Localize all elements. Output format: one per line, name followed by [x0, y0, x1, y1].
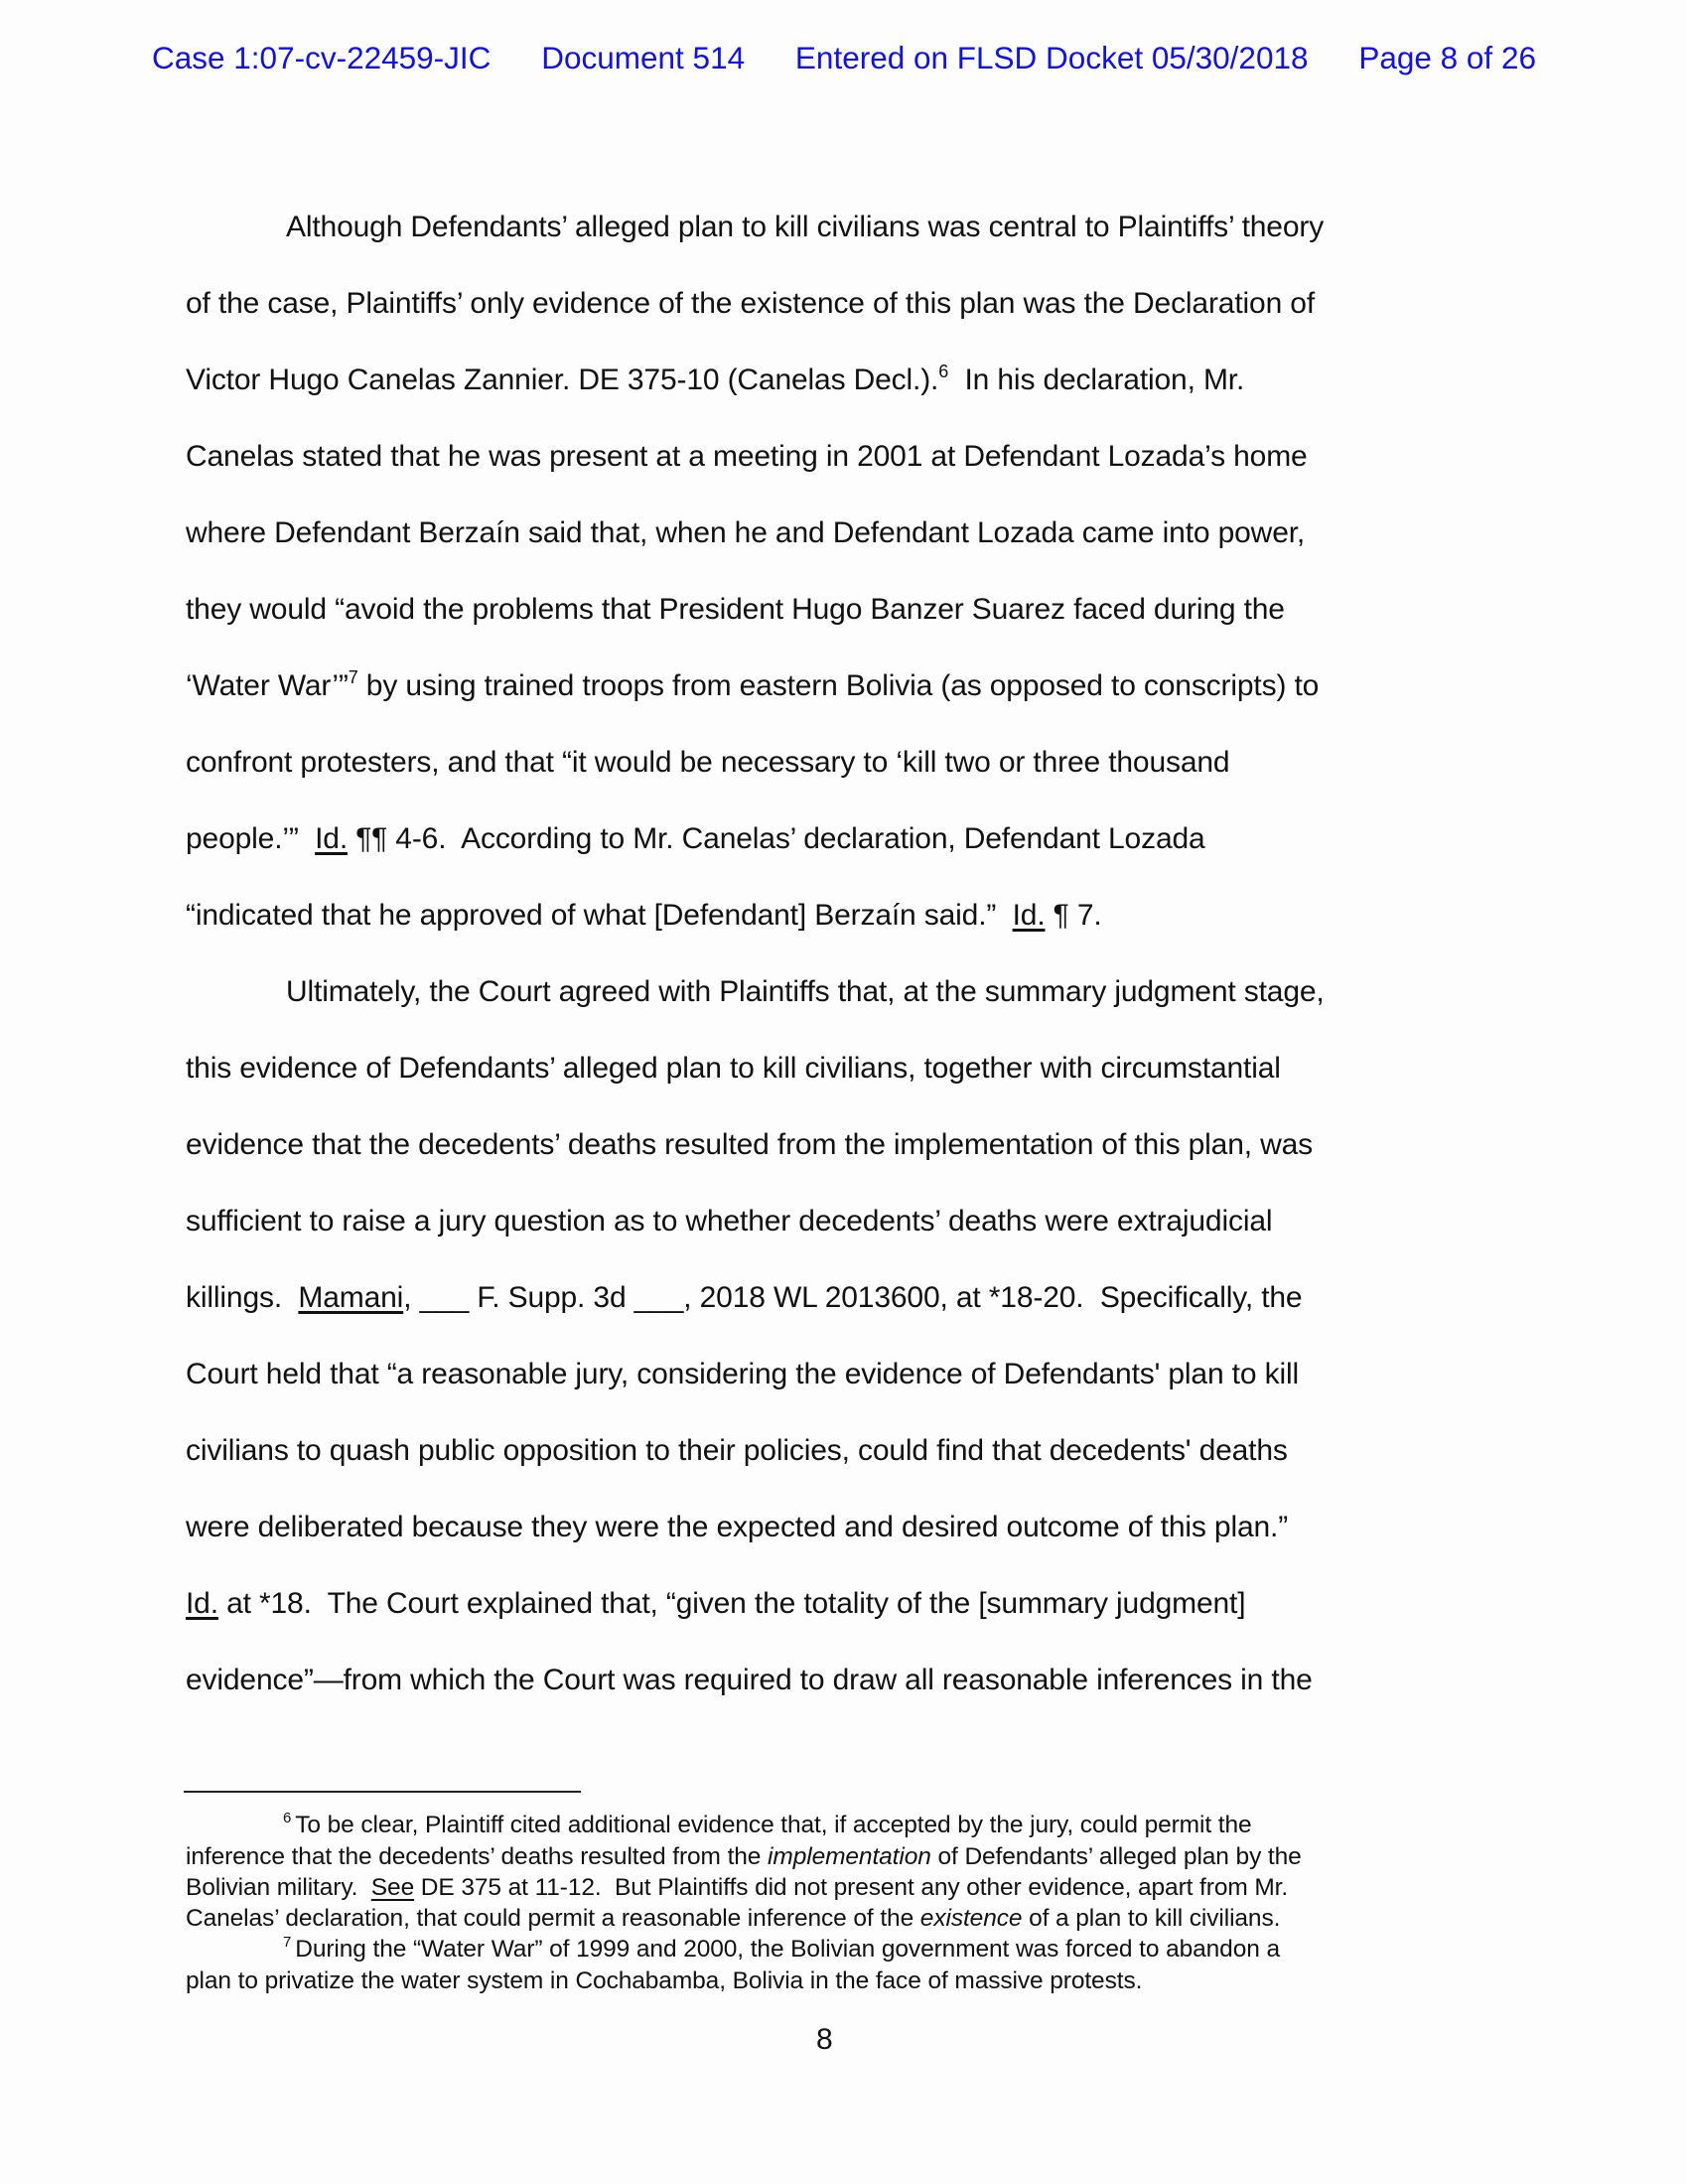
text-run: people.’” — [186, 822, 316, 855]
page-indicator: Page 8 of 26 — [1358, 40, 1536, 75]
footnote-line — [186, 1842, 1302, 1872]
text-line: they would “avoid the problems that President Hugo Banzer Suarez faced during the — [186, 593, 1285, 626]
text-run: inference that the decedents’ deaths resulted from the — [186, 1843, 769, 1870]
text-line — [186, 1280, 1302, 1316]
case-citation-mamani: Mamani — [298, 1281, 404, 1314]
text-line: evidence that the decedents’ deaths resulted from the implementation of this plan, was — [186, 1128, 1313, 1161]
text-line: where Defendant Berzaín said that, when he and Defendant Lozada came into power, — [186, 516, 1306, 549]
text-run: ‘Water War’” — [186, 669, 349, 702]
document-number: Document 514 — [541, 40, 746, 75]
citation-id: Id. — [186, 1587, 218, 1620]
citation-id: Id. — [315, 822, 349, 855]
footnote-line — [283, 1811, 1252, 1840]
text-line: of the case, Plaintiffs’ only evidence of the existence of this plan was the Declaration of — [186, 287, 1316, 320]
text-run: “indicated that he approved of what [Defendant] Berzaín said.” — [186, 899, 1013, 932]
text-line — [186, 898, 1102, 934]
text-run: killings. — [186, 1281, 299, 1314]
page-number: 8 — [816, 2023, 833, 2056]
text-line — [186, 821, 1205, 857]
docket-entry-date: Entered on FLSD Docket 05/30/2018 — [794, 40, 1309, 75]
text-line: Although Defendants’ alleged plan to kill civilians was central to Plaintiffs’ theory — [286, 211, 1325, 243]
footnote-separator — [184, 1791, 581, 1793]
text-line: Court held that “a reasonable jury, considering the evidence of Defendants' plan to kill — [186, 1358, 1299, 1390]
footnote-ref-6[interactable]: 6 — [938, 362, 949, 381]
text-line: were deliberated because they were the expected and desired outcome of this plan.” — [186, 1511, 1289, 1543]
text-run: of Defendants’ alleged plan by the — [930, 1843, 1302, 1870]
text-line: evidence”—from which the Court was required to draw all reasonable inferences in the — [186, 1664, 1313, 1696]
case-number: Case 1:07-cv-22459-JIC — [152, 40, 492, 75]
text-run: at *18. The Court explained that, “given the totality of the [summary judgment] — [217, 1587, 1246, 1620]
text-run: Victor Hugo Canelas Zannier. DE 375-10 (Canelas Decl.). — [186, 364, 939, 396]
text-run: In his declaration, Mr. — [948, 364, 1245, 396]
text-run: Canelas’ declaration, that could permit a reasonable inference of the — [186, 1905, 920, 1932]
emphasis: existence — [919, 1905, 1023, 1932]
signal-see: See — [370, 1874, 415, 1901]
text-run: , ___ F. Supp. 3d ___, 2018 WL 2013600, at *18-20. Specifically, the — [403, 1281, 1303, 1314]
text-line: Ultimately, the Court agreed with Plaintiffs that, at the summary judgment stage, — [286, 975, 1325, 1008]
text-run: DE 375 at 11-12. But Plaintiffs did not present any other evidence, apart from Mr. — [414, 1874, 1289, 1901]
footnote-line — [186, 1873, 1288, 1903]
text-run: by using trained troops from eastern Bolivia (as opposed to conscripts) to — [357, 669, 1320, 702]
text-line: sufficient to raise a jury question as to whether decedents’ deaths were extrajudicial — [186, 1205, 1273, 1238]
footnote-line — [283, 1935, 1280, 1965]
footnote-number: 7 — [283, 1934, 292, 1951]
citation-id: Id. — [1012, 899, 1046, 932]
text-run: ¶¶ 4-6. According to Mr. Canelas’ declaration, Defendant Lozada — [348, 822, 1205, 855]
text-line: confront protesters, and that “it would be necessary to ‘kill two or three thousand — [186, 746, 1230, 779]
text-line: this evidence of Defendants’ alleged plan to kill civilians, together with circumstantial — [186, 1052, 1281, 1085]
text-line — [186, 363, 1244, 398]
footnote-number: 6 — [283, 1810, 292, 1826]
emphasis: implementation — [768, 1843, 931, 1870]
footnote-line: plan to privatize the water system in Cochabamba, Bolivia in the face of massive protests. — [186, 1967, 1143, 1994]
text-run: During the “Water War” of 1999 and 2000, the Bolivian government was forced to abandon a — [295, 1936, 1280, 1963]
text-run: To be clear, Plaintiff cited additional evidence that, if accepted by the jury, could permit the — [295, 1812, 1252, 1838]
text-line: civilians to quash public opposition to their policies, could find that decedents' deaths — [186, 1434, 1288, 1467]
text-run: Bolivian military. — [186, 1874, 371, 1901]
text-run: ¶ 7. — [1045, 899, 1102, 932]
text-line — [186, 1586, 1245, 1622]
text-run: of a plan to kill civilians. — [1022, 1905, 1281, 1932]
footnote-line — [186, 1904, 1280, 1934]
text-line — [186, 668, 1319, 704]
docket-header — [152, 38, 1536, 77]
text-line: Canelas stated that he was present at a meeting in 2001 at Defendant Lozada’s home — [186, 440, 1308, 473]
footnote-ref-7[interactable]: 7 — [348, 667, 358, 687]
